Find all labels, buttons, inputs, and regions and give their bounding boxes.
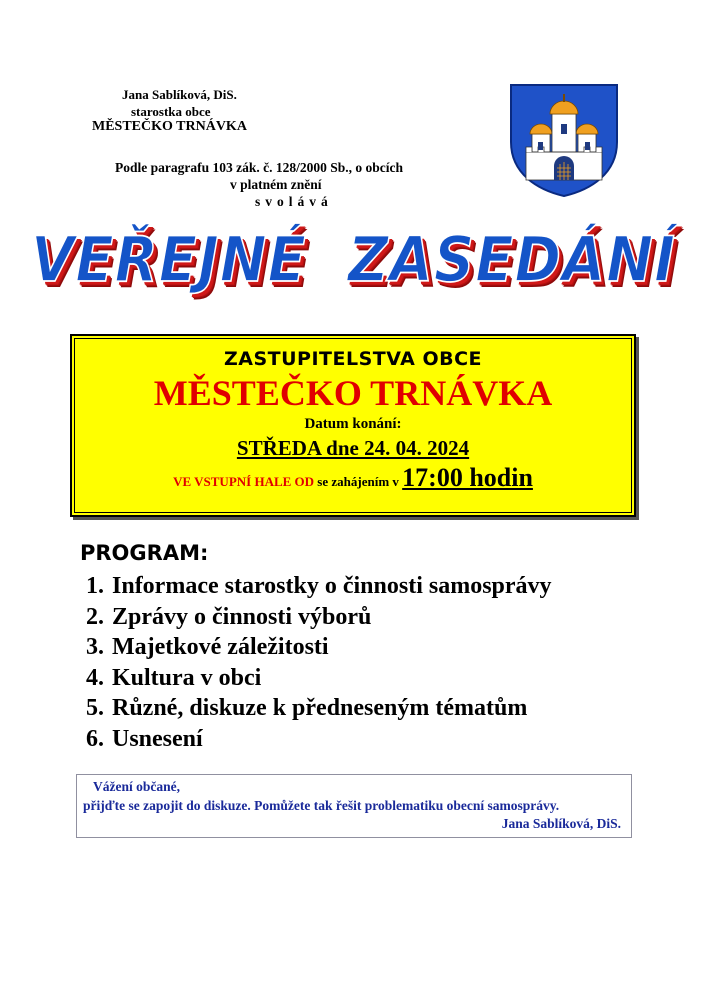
mayor-name: Jana Sablíková, DiS.: [122, 87, 237, 102]
meeting-location-time: [72, 463, 634, 493]
program-item: 3. Majetkové záležitosti: [86, 634, 329, 661]
law-reference: Podle paragrafu 103 zák. č. 128/2000 Sb., o obcích: [115, 160, 404, 175]
council-heading: ZASTUPITELSTVA OBCE: [223, 348, 483, 370]
notice-greeting: Vážení občané,: [93, 779, 180, 794]
notice-box: [76, 774, 632, 838]
main-title: VEŘEJNÉ ZASEDÁNÍ: [31, 224, 676, 297]
law-validity: v platném znění: [230, 177, 322, 192]
program-list: [86, 571, 552, 755]
convenes-text: svolává: [255, 194, 333, 209]
meeting-date: STŘEDA dne 24. 04. 2024: [236, 436, 470, 460]
notice-signature: Jana Sablíková, DiS.: [501, 816, 621, 831]
meeting-location: VE VSTUPNÍ HALE OD: [173, 474, 315, 489]
mayor-role: starostka obce: [131, 104, 211, 119]
village-name-big: MĚSTEČKO TRNÁVKA: [153, 373, 553, 413]
meeting-time: 17:00 hodin: [402, 463, 533, 492]
date-label: Datum konání:: [304, 416, 402, 432]
meeting-info-box: [70, 334, 636, 517]
program-item: 2. Zprávy o činnosti výborů: [86, 603, 372, 630]
program-title: PROGRAM:: [80, 541, 209, 565]
program-item: 4. Kultura v obci: [86, 664, 262, 691]
program-item: 6. Usnesení: [86, 725, 203, 752]
program-item: 1. Informace starostky o činnosti samosprávy: [86, 573, 552, 599]
notice-body: přijďte se zapojit do diskuze. Pomůžete tak řešit problematiku obecní samosprávy.: [83, 798, 560, 813]
village-name-header: MĚSTEČKO TRNÁVKA: [92, 119, 247, 134]
start-text: se zahájením v: [317, 474, 399, 489]
castle-crest-icon: [508, 82, 620, 198]
program-item: 5. Různé, diskuze k předneseným tématům: [86, 695, 528, 722]
